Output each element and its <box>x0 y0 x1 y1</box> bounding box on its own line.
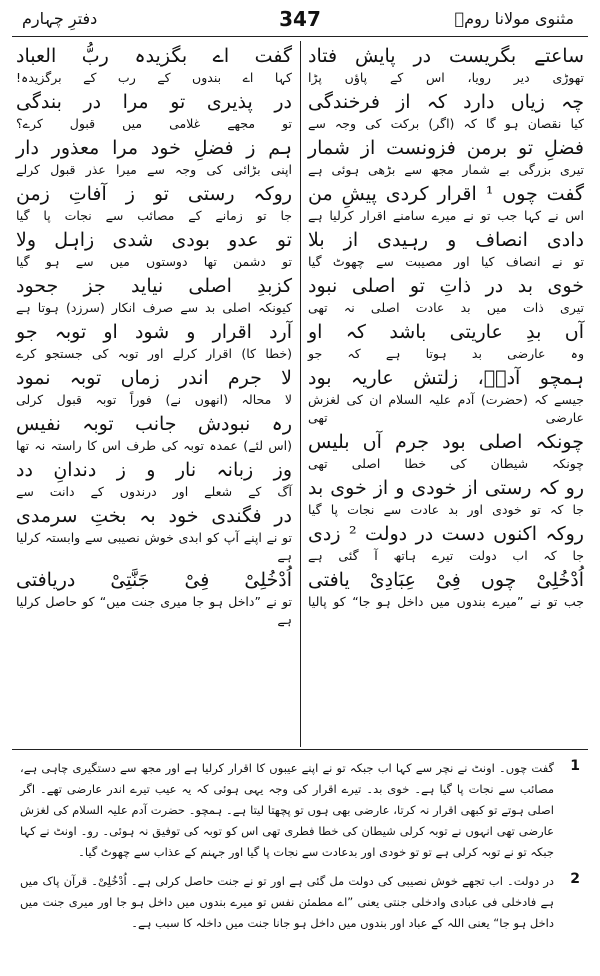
persian-verse: آں بدِ عاریتی باشد کہ او <box>308 321 584 343</box>
volume-title: دفترِ چہارم <box>22 9 98 28</box>
verse-couplet <box>12 135 296 179</box>
urdu-translation: جب تو نے ”میرے بندوں میں داخل ہو جا“ کو پالیا <box>308 594 584 609</box>
verse-couplet <box>304 521 588 565</box>
footnote-number: 1 <box>570 758 580 774</box>
urdu-translation: تیری ذات میں بد عادت اصلی نہ تھی <box>308 300 584 315</box>
verse-couplet <box>12 181 296 225</box>
persian-verse: رو کہ رستی از خودی و از خوی بد <box>308 477 584 499</box>
urdu-translation: (اس لئے) عمدہ توبہ کی طرف اس کا راستہ نہ تھا <box>16 438 292 453</box>
verse-couplet <box>12 567 296 629</box>
verse-couplet <box>304 429 588 473</box>
persian-verse: چہ زیاں دارد کہ از فرخندگی <box>308 91 584 113</box>
verse-couplet <box>12 227 296 271</box>
verse-couplet <box>12 319 296 363</box>
urdu-translation: اپنی بڑائی کی وجہ سے میرا عذر قبول کرلے <box>16 162 292 177</box>
persian-verse: اُدْخُلِیْ چوں فِیْ عِبَادِیْ یافتی <box>308 569 584 591</box>
urdu-translation: وہ عارضی بد ہوتا ہے کہ جو <box>308 346 584 361</box>
urdu-translation: لا محالہ (انھوں نے) فوراً توبہ قبول کرلی <box>16 392 292 407</box>
urdu-translation: جا تو زمانے کے مصائب سے نجات پا گیا <box>16 208 292 223</box>
column-divider <box>300 41 301 747</box>
footnote-text: گفت چوں۔ اونٹ نے نچر سے کہا اب جبکہ تو نے اپنے عیبوں کا اقرار کرلیا ہے اور مجھ سے دستگیری چاہی ہے، مصائب سے نجات پا گیا ہے۔ خوی بد۔ تیرے اقرار کی وجہ یہی ہوئی کہ یہ عیب تیرے اندر عارضی تھے۔ اگر اصلی ہوتے تو کبھی اقرار نہ کرتا، عارضی بھی ہوں تو پچھتا لیتا ہے۔ ہمچو۔ حضرت آدم علیہ السلام کی لغزش عارضی تھی انہوں نے توبہ کرلی شیطان کی خطا فطری تھی اس کو توبہ کی توفیق نہ ہوئی۔ رو۔ اونٹ نے کہا جبکہ تو نے توبہ کرلی ہے تو تو خودی اور بدعادت سے نجات پا گیا اور جہنم کے عذاب سے چھوٹ گیا۔ <box>20 761 554 859</box>
persian-verse: گفت اے بگزیدہ ربُّ العباد <box>16 45 292 67</box>
persian-verse: وز زبانہ نار و ز دندانِ دد <box>16 459 292 481</box>
footnotes-section <box>12 750 588 934</box>
verse-couplet <box>12 43 296 87</box>
urdu-translation: اس نے کہا جب تو نے میرے سامنے اقرار کرلیا ہے <box>308 208 584 223</box>
verse-body <box>12 39 588 750</box>
persian-verse: روکہ اکنوں دست در دولت ² زدی <box>308 523 584 545</box>
verse-couplet <box>12 89 296 133</box>
persian-verse: آرد اقرار و شود او توبہ جو <box>16 321 292 343</box>
footnote <box>20 871 580 934</box>
persian-verse: کزبدِ اصلی نیاید جز جحود <box>16 275 292 297</box>
urdu-translation: (خطا کا) اقرار کرلے اور توبہ کی جستجو کرے <box>16 346 292 361</box>
persian-verse: فضلِ تو برمن فزونست از شمار <box>308 137 584 159</box>
book-title: مثنوی مولانا رومؒ <box>454 9 574 28</box>
persian-verse: تو عدو بودی شدی زاہل ولا <box>16 229 292 251</box>
urdu-translation: کہا اے بندوں کے رب کے برگزیدہ! <box>16 70 292 85</box>
persian-verse: در فگندی خود بہ بختِ سرمدی <box>16 505 292 527</box>
persian-verse: روکہ رستی تو ز آفاتِ زمن <box>16 183 292 205</box>
persian-verse: لا جرم اندر زماں توبہ نمود <box>16 367 292 389</box>
persian-verse: خوی بد در ذاتِ تو اصلی نبود <box>308 275 584 297</box>
verse-couplet <box>304 181 588 225</box>
verse-couplet <box>304 135 588 179</box>
urdu-translation: جیسے کہ (حضرت) آدم علیہ السلام ان کی لغزش عارضی تھی <box>308 392 584 425</box>
verse-couplet <box>12 457 296 501</box>
urdu-translation: جا کہ تو خودی اور بد عادت سے نجات پا گیا <box>308 502 584 517</box>
verse-couplet <box>12 365 296 409</box>
verse-couplet <box>304 273 588 317</box>
verse-couplet <box>12 273 296 317</box>
verse-couplet <box>304 365 588 427</box>
persian-verse: رہ نبودش جانب توبہ نفیس <box>16 413 292 435</box>
footnote-text: در دولت۔ اب تجھے خوش نصیبی کی دولت مل گئی ہے اور تو نے جنت حاصل کرلی ہے۔ اُدْخُلِیْ۔ قرآن پاک میں ہے فادخلی فی عبادی وادخلی جنتی یعنی ”اے مطمئن نفس تو میرے بندوں میں داخل ہو جا اور میری جنت میں داخل ہو جا“ یعنی اللہ کے عباد اور بندوں میں داخل ہو جانا جنت میں داخلہ کا سبب ہے۔ <box>20 874 554 930</box>
persian-verse: چونکہ اصلی بود جرم آں بلیس <box>308 431 584 453</box>
footnote <box>20 758 580 863</box>
right-column <box>304 43 588 613</box>
footnote-number: 2 <box>570 871 580 887</box>
urdu-translation: تیری بزرگی بے شمار مجھ سے بڑھی ہوئی ہے <box>308 162 584 177</box>
urdu-translation: تو نے انصاف کیا اور مصیبت سے چھوٹ گیا <box>308 254 584 269</box>
verse-couplet <box>12 411 296 455</box>
persian-verse: گفت چوں ¹ اقرار کردی پیشِ من <box>308 183 584 205</box>
urdu-translation: کیونکہ اصلی بد سے صرف انکار (سرزد) ہوتا ہے <box>16 300 292 315</box>
persian-verse: دادی انصاف و رہیدی از بلا <box>308 229 584 251</box>
persian-verse: ہم ز فضلِ خود مرا معذور دار <box>16 137 292 159</box>
urdu-translation: تو نے اپنے آپ کو ابدی خوش نصیبی سے وابستہ کرلیا ہے <box>16 530 292 563</box>
urdu-translation: تھوڑی دیر رویا، اس کے پاؤں پڑا <box>308 70 584 85</box>
verse-couplet <box>304 89 588 133</box>
page-number: 347 <box>279 7 321 31</box>
persian-verse: ساعتے بگریست در پایش فتاد <box>308 45 584 67</box>
urdu-translation: جا کہ اب دولت تیرے ہاتھ آ گئی ہے <box>308 548 584 563</box>
persian-verse: اُدْخُلِیْ فِیْ جَنَّتِیْ دریافتی <box>16 569 292 591</box>
urdu-translation: تو نے ”داخل ہو جا میری جنت میں“ کو حاصل کرلیا ہے <box>16 594 292 627</box>
urdu-translation: تو دشمن تھا دوستوں میں سے ہو گیا <box>16 254 292 269</box>
left-column <box>12 43 296 631</box>
page-header <box>12 6 588 37</box>
persian-verse: ہمچو آدمؑ، زلتش عاریہ بود <box>308 367 584 389</box>
verse-couplet <box>304 227 588 271</box>
urdu-translation: آگ کے شعلے اور درندوں کے دانت سے <box>16 484 292 499</box>
persian-verse: در پذیری تو مرا در بندگی <box>16 91 292 113</box>
verse-couplet <box>304 475 588 519</box>
urdu-translation: کیا نقصان ہو گا کہ (اگر) برکت کی وجہ سے <box>308 116 584 131</box>
verse-couplet <box>304 43 588 87</box>
verse-couplet <box>304 319 588 363</box>
urdu-translation: چونکہ شیطان کی خطا اصلی تھی <box>308 456 584 471</box>
urdu-translation: تو مجھے غلامی میں قبول کرے؟ <box>16 116 292 131</box>
verse-couplet <box>304 567 588 611</box>
verse-couplet <box>12 503 296 565</box>
